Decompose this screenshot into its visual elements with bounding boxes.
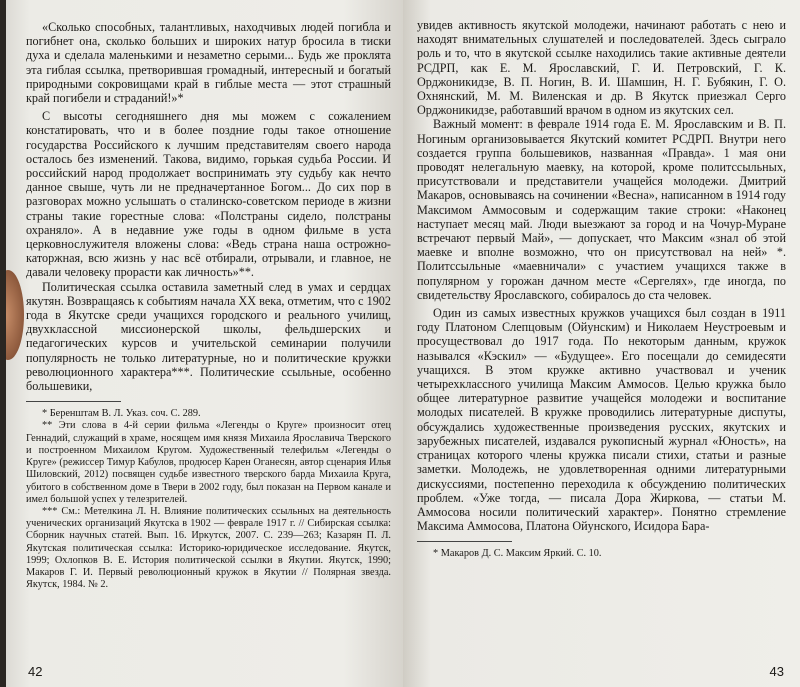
thumb-holding-page [6,270,24,360]
footnote-divider [417,541,512,542]
right-page [403,0,800,687]
left-paragraph-2: С высоты сегодняшнего дня мы можем с сожалением констатировать, что и в более поздние годы такое отношение государства Российского к лучшим представителям своего народа осталось без изменений. Такова, видимо, горькая судьба России. И российский народ продолжает воспринимать эту судьбу как нечто данное свыше, чуть ли не предначертанное Богом... До сих пор в разговорах можно услышать о сталинско-советском периоде в жизни страны такие горестные слова: «Полстраны сидело, полстраны охраняло». А в недавние уже годы в одном фильме в уста церковнослужителя вложены слова: «Ведь страна наша острожно-каторжная, всю жизнь у нас всё отбирали, отрывали, и главное, не давали человеку прорасти как личность»**. [26,109,391,280]
right-footnotes [417,548,786,560]
right-paragraph-1: увидев активность якутской молодежи, начинают работать с нею и находят внимательных слушателей и последователей. Здесь сыграло роль и то, что в якутской ссылке находились такие активные деятели РСДРП, как Е. М. Ярославский, Г. И. Петровский, Г. К. Орджоникидзе, В. П. Ногин, В. И. Шамшин, Н. Г. Бубякин, Г. О. Охнянский, М. М. Виленская и др. В Якутск приезжал Серго Орджоникидзе, работавший врачом в одном из якутских сел. [417,18,786,118]
right-page-number: 43 [769,664,784,679]
right-footnote-1: * Макаров Д. С. Максим Яркий. С. 10. [433,548,602,560]
left-paragraph-1: «Сколько способных, талантливых, находчивых людей погибла и погибнет она, сколько больших и широких натур бросила в тиски духа и сделала маленькими и незаметно серыми... Будь же проклята эта гиблая ссылка, претворившая громадный, интересный и богатый природными сокровищами край в гиблые места — этот страшный край погибели и страданий!»* [26,20,391,106]
left-paragraph-3: Политическая ссылка оставила заметный след в умах и сердцах якутян. Возвращаясь к событиям начала XX века, отметим, что с 1902 года в Якутске среди учащихся городского и реального училищ, двухклассной миссионерской школы, фельдшерских и педагогических курсов и учительской семинарии получили популярность не только литературные, но и политические кружки революционного характера***. Политические ссыльные, особенно большевики, [26,279,391,394]
left-footnotes [26,408,391,591]
right-main-text [417,18,786,533]
left-footnote-3: *** См.: Метелкина Л. Н. Влияние политических ссыльных на деятельность ученических организаций Якутска в 1902 — феврале 1917 г. // Сибирская ссылка: Сборник научных статей. Вып. 16. Иркутск, 2007. С. 239—263; Казарян П. Л. Якутская политическая ссылка: Историко-юридическое исследование. Якутск, 1999; Охлопков В. Е. История политической ссылки в Якутии. Якутск, 1990; Макаров Г. И. Первый революционный кружок в Якутии // Полярная звезда. Якутск, 1984. № 2. [26,505,391,591]
left-page [6,0,403,687]
right-paragraph-3: Один из самых известных кружков учащихся был создан в 1911 году Платоном Слепцовым (Ойунским) и Николаем Неустроевым и просуществовал до 1917 года. По некоторым данным, кружок назывался «Кэскил» — «Будущее». Его посещали до семидесяти учащихся. В этом кружке активно участвовал и ученик четырехклассного училища Максим Аммосов. Целью кружка было общее литературное развитие учащейся молодежи и воспитание молодых писателей. В кружке проводились литературные диспуты, обсуждались художественные произведения русских, якутских и зарубежных писателей, издавался рукописный журнал «Юность», на страницах которого члены кружка писали стихи, статьи и разные заметки. Молодежь, не удовлетворенная одними литературными дискуссиями, постепенно переходила к обсуждению политических проблем. «Уже тогда, — писала Дора Жиркова, — статьи М. Аммосова носили политический характер». Понятно стремление Максима Аммосова, Платона Ойунского, Исидора Бара- [417,306,786,534]
left-main-text [26,20,391,393]
left-page-number: 42 [28,664,43,679]
left-footnote-2: ** Эти слова в 4-й серии фильма «Легенды о Круге» произносит отец Геннадий, служащий в храме, носящем имя князя Михаила Ярославича Тверского и построенном Михаилом Кругом. Художественный телефильм «Легенды о Круге» (режиссер Тимур Кабулов, продюсер Карен Оганесян, автор сценария Илья Шиловский, 2012) посвящен судьбе известного тверского барда Михаила Круга, убитого в собственном доме в Твери в 2002 году, был показан на Первом канале и имел большой успех у телезрителей. [26,420,392,505]
right-paragraph-2: Важный момент: в феврале 1914 года Е. М. Ярославским и В. П. Ногиным организовывается Якутский комитет РСДРП. Внутри него создается группа большевиков, названная «Правда». 1 мая они проводят нелегальную маевку, на которой, кроме политссыльных, присутствовали и представители учащейся молодежи. Дмитрий Макаров, основываясь на сочинении «Весна», написанном в 1914 году Максимом Аммосовым и содержащим такие строки: «Наконец наступает месяц май. Люди выезжают за город и на Чочур-Муране встречают первый Май», — допускает, что Максим «знал об этой маевке и вполне возможно, что он присутствовал на ней» *. Политссыльные «маевничали» с участием учащихся также в популярном у горожан дачном месте «Сергелях», где иногда, по свидетельству Ярославского, собиралось до ста человек. [417,117,786,302]
left-footnote-1: * Беренштам В. Л. Указ. соч. С. 289. [42,408,201,420]
footnote-divider [26,401,121,402]
